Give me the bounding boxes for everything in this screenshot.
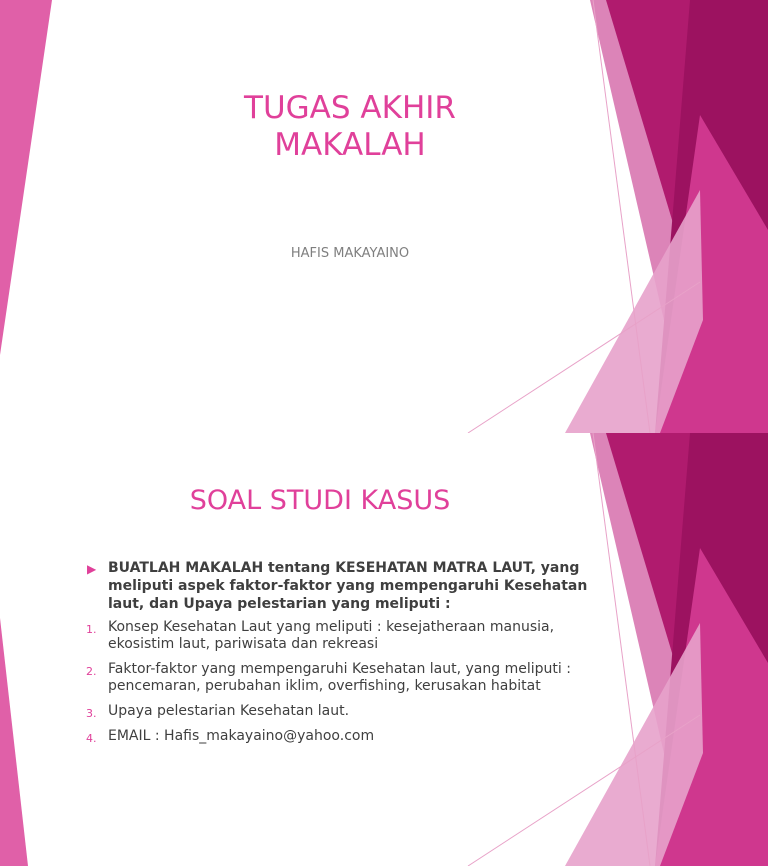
case-study-slide <box>0 433 768 866</box>
lead-paragraph <box>86 559 606 613</box>
slide-content <box>86 559 606 753</box>
list-number: 2. <box>86 665 97 678</box>
list-item-text: Upaya pelestarian Kesehatan laut. <box>108 703 350 719</box>
list-item-text: Faktor-faktor yang mempengaruhi Kesehatan laut, yang meliputi : pencemaran, perubahan iklim, overfishing, kerusakan habitat <box>108 661 571 694</box>
list-number: 4. <box>86 732 97 745</box>
list-item-text: EMAIL : Hafis_makayaino@yahoo.com <box>108 728 375 744</box>
lead-text: BUATLAH MAKALAH tentang KESEHATAN MATRA LAUT, yang meliputi aspek faktor-faktor yang mempengaruhi Kesehatan laut, dan Upaya pelestarian yang meliputi : <box>108 560 588 612</box>
list-item <box>86 703 606 720</box>
numbered-list <box>86 619 606 745</box>
slide-title: SOAL STUDI KASUS <box>189 485 451 516</box>
list-item <box>86 661 606 695</box>
left-pink-shape <box>0 0 52 355</box>
list-number: 1. <box>86 623 97 636</box>
list-item-text: Konsep Kesehatan Laut yang meliputi : kesejatheraan manusia, ekosistim laut, pariwisata dan rekreasi <box>108 619 555 652</box>
slide-title: TUGAS AKHIR MAKALAH <box>244 90 456 163</box>
list-item <box>86 728 606 745</box>
slide-subtitle: HAFIS MAKAYAINO <box>290 246 410 261</box>
list-number: 3. <box>86 707 97 720</box>
left-pink-shape <box>0 618 28 866</box>
triangle-right-icon: ▶ <box>87 562 97 576</box>
list-item <box>86 619 606 653</box>
